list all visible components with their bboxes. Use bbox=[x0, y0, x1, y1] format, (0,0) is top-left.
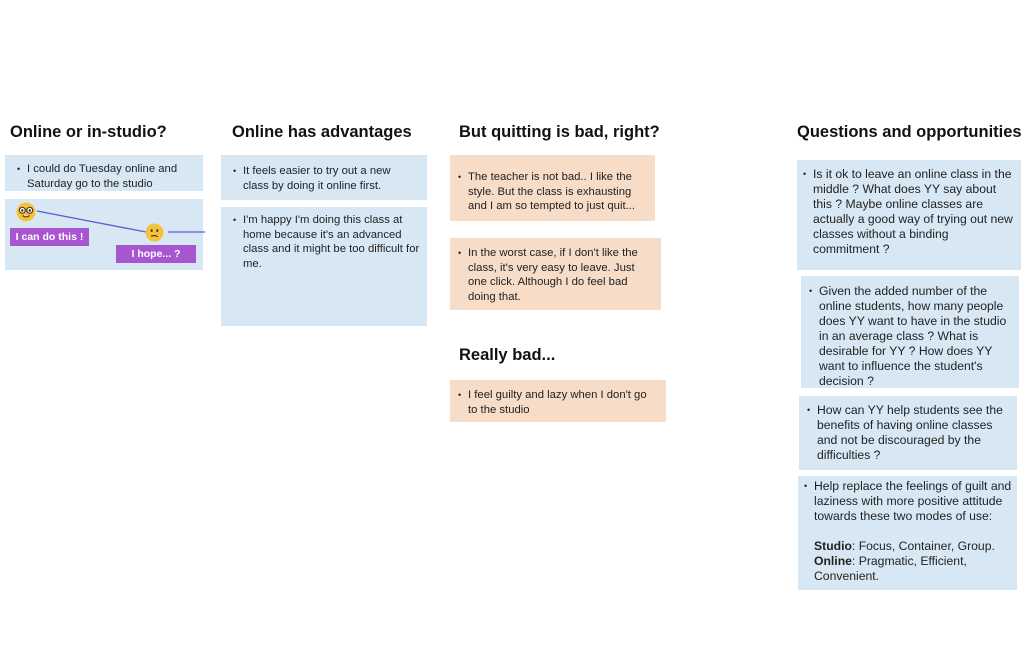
studio-text: : Focus, Container, Group. bbox=[851, 539, 995, 553]
sticky-note-leave-online-class[interactable] bbox=[797, 160, 1021, 270]
sticky-note-tempted-to-quit[interactable] bbox=[450, 155, 655, 221]
note-text: I feel guilty and lazy when I don't go to the studio bbox=[468, 389, 647, 416]
note-text: I could do Tuesday online and Saturday go to the studio bbox=[27, 163, 178, 190]
sticky-note-easy-to-leave[interactable] bbox=[450, 238, 661, 310]
online-text: : Pragmatic, Efficient, Convenient. bbox=[814, 554, 967, 583]
sticky-note-advanced-class[interactable] bbox=[221, 207, 427, 326]
note-text: Is it ok to leave an online class in the middle ? What does YY say about this ? Maybe online classes are actually a good way of trying out new classes without a binding commitment ? bbox=[813, 167, 1013, 256]
note-intro-text: Help replace the feelings of guilt and laziness with more positive attitude towards these two modes of use: bbox=[814, 479, 1012, 523]
note-text: How can YY help students see the benefits of having online classes and not be discouraged by the difficulties ? bbox=[817, 403, 1003, 462]
sticky-note-positive-attitude[interactable] bbox=[798, 476, 1017, 590]
heading-online-or-studio: Online or in-studio? bbox=[10, 123, 167, 141]
tag-confident[interactable]: I can do this ! bbox=[10, 228, 89, 246]
studio-label: Studio bbox=[814, 539, 852, 553]
note-text: I'm happy I'm doing this class at home because it's an advanced class and it might be too difficult for me. bbox=[243, 214, 420, 270]
online-label: Online bbox=[814, 554, 852, 568]
sticky-note-guilty-lazy[interactable] bbox=[450, 380, 666, 422]
bullet: • bbox=[807, 405, 811, 415]
note-text: The teacher is not bad.. I like the style. But the class is exhausting and I am so tempted to just quit... bbox=[468, 171, 636, 212]
note-text: In the worst case, if I don't like the class, it's very easy to leave. Just one click. Although I do feel bad doing that. bbox=[468, 247, 638, 303]
online-mode-line bbox=[814, 554, 1013, 584]
bullet: • bbox=[803, 169, 807, 179]
studio-mode-line bbox=[814, 539, 1013, 554]
heading-questions-opportunities: Questions and opportunities bbox=[797, 123, 1022, 141]
bullet: • bbox=[809, 286, 813, 296]
sticky-note-studio-capacity[interactable] bbox=[801, 276, 1019, 388]
bullet: • bbox=[233, 166, 237, 176]
bullet: • bbox=[458, 390, 462, 400]
sticky-note-try-new-class[interactable] bbox=[221, 155, 427, 200]
heading-online-advantages: Online has advantages bbox=[232, 123, 412, 141]
sticky-note-online-benefits[interactable] bbox=[799, 396, 1017, 470]
nerd-face-emoji-icon[interactable] bbox=[16, 202, 36, 227]
note-text: Given the added number of the online students, how many people does YY want to have in the studio in an average class ? What is desirable for YY ? How does YY want to influence the student's decision ? bbox=[819, 284, 1007, 388]
bullet: • bbox=[233, 215, 237, 225]
heading-really-bad: Really bad... bbox=[459, 346, 556, 364]
note-text: It feels easier to try out a new class by doing it online first. bbox=[243, 165, 391, 192]
tag-hopeful[interactable]: I hope... ? bbox=[116, 245, 196, 263]
bullet: • bbox=[804, 481, 808, 491]
bullet: • bbox=[17, 164, 21, 174]
bullet: • bbox=[458, 172, 462, 182]
confused-face-emoji-icon[interactable] bbox=[145, 223, 164, 247]
bullet: • bbox=[458, 248, 462, 258]
heading-quitting-bad: But quitting is bad, right? bbox=[459, 123, 660, 141]
